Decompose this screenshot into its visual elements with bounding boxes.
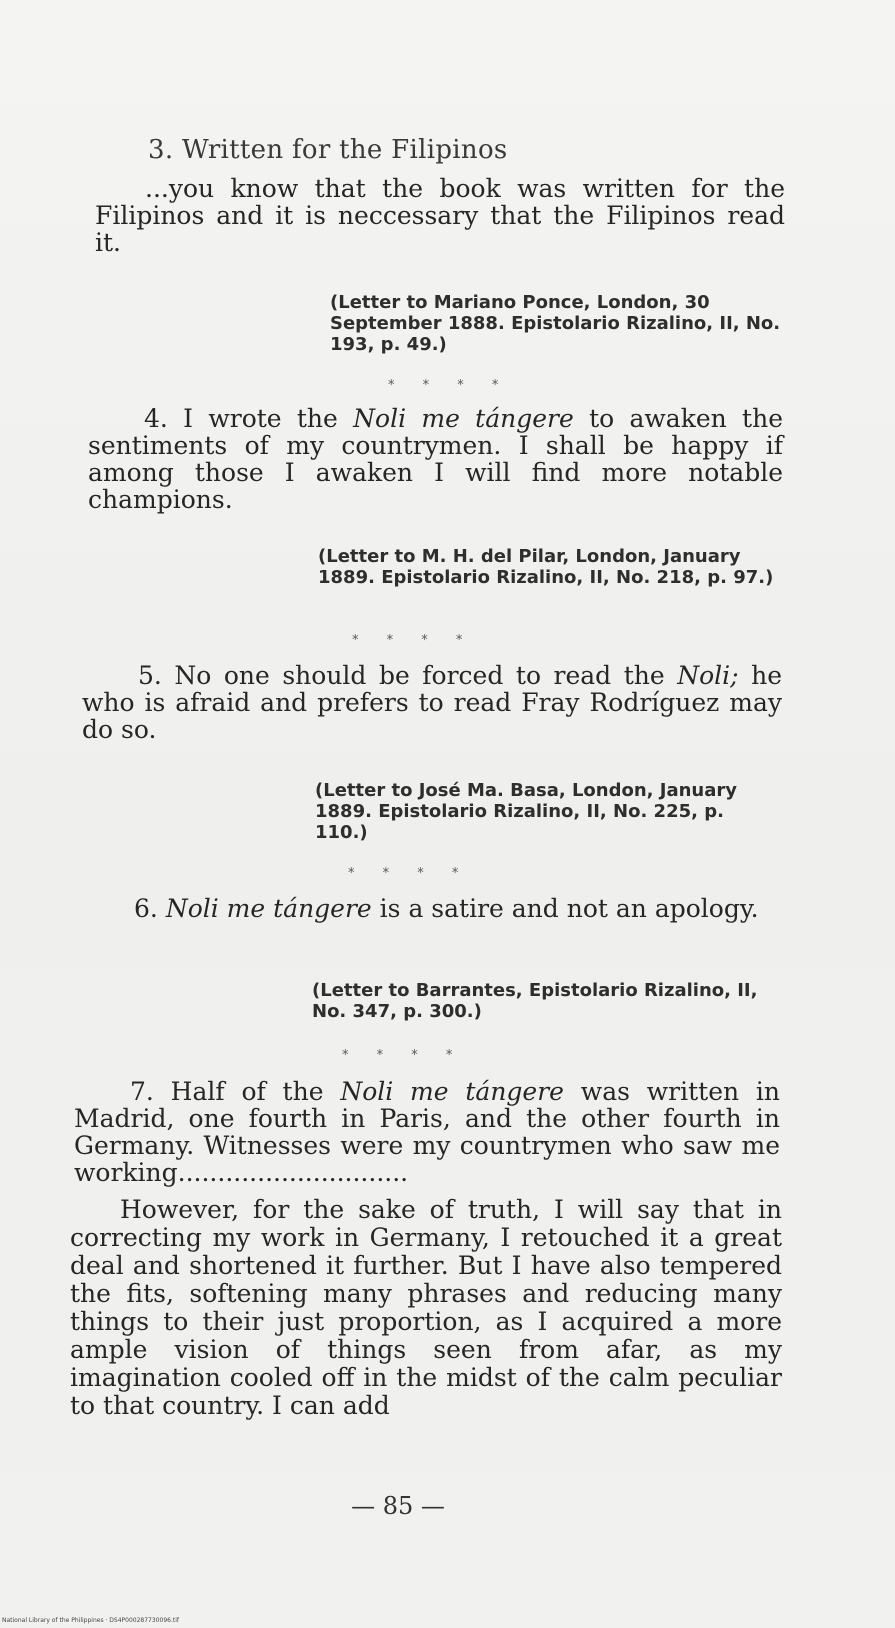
paragraph-7-continuation xyxy=(70,1196,782,1420)
paragraph-6-text-b: is a satire and not an apology. xyxy=(371,894,759,923)
paragraph-4 xyxy=(88,405,783,513)
paragraph-4-italic: Noli me tángere xyxy=(353,404,574,433)
archive-footer: National Library of the Philippines · DS4P000287730096.tif xyxy=(2,1617,179,1624)
citation-6: (Letter to Barrantes, Epistolario Rizalino, II, No. 347, p. 300.) xyxy=(312,980,758,1022)
citation-4: (Letter to M. H. del Pilar, London, January 1889. Epistolario Rizalino, II, No. 218, p. 97.) xyxy=(318,546,774,588)
paragraph-6-italic: Noli me tángere xyxy=(165,894,372,923)
paragraph-3-text: ...you know that the book was written for the Filipinos and it is neccessary that the Filipinos read it. xyxy=(95,174,785,257)
paragraph-6 xyxy=(78,895,778,922)
section-heading: 3. Written for the Filipinos xyxy=(148,135,508,165)
paragraph-7-continuation-text: However, for the sake of truth, I will say that in correcting my work in Germany, I retouched it a great deal and shortened it further. But I have also tempered the fits, softening many phrases and reducing many things to their just proportion, as I acquired a more ample vision of things seen from afar, as my imagination cooled off in the midst of the calm peculiar to that country. I can add xyxy=(70,1195,782,1420)
paragraph-5-text-a: 5. No one should be forced to read the xyxy=(138,661,678,690)
citation-5: (Letter to José Ma. Basa, London, January 1889. Epistolario Rizalino, II, No. 225, p. 110.) xyxy=(315,780,737,843)
paragraph-7-text-a: 7. Half of the xyxy=(130,1077,341,1106)
paragraph-7-italic: Noli me tángere xyxy=(340,1077,564,1106)
paragraph-5 xyxy=(82,662,782,743)
paragraph-5-text-b: he who is afraid and prefers to read Fray Rodríguez may do so. xyxy=(82,661,782,744)
separator-4: * * * * xyxy=(342,1048,465,1063)
separator-1: * * * * xyxy=(388,378,511,393)
paragraph-7-text-b: was written in Madrid, one fourth in Paris, and the other fourth in Germany. Witnesses were my countrymen who saw me working............................. xyxy=(74,1077,780,1187)
separator-2: * * * * xyxy=(352,633,475,648)
separator-3: * * * * xyxy=(348,866,471,881)
paragraph-7 xyxy=(74,1078,780,1186)
citation-3: (Letter to Mariano Ponce, London, 30 September 1888. Epistolario Rizalino, II, No. 193, p. 49.) xyxy=(330,292,781,355)
paragraph-3 xyxy=(95,175,785,256)
paragraph-5-italic: Noli; xyxy=(677,661,739,690)
paragraph-4-text-b: to awaken the sentiments of my countrymen. I shall be happy if among those I awaken I will find more notable champions. xyxy=(88,404,783,514)
paragraph-4-text-a: 4. I wrote the xyxy=(144,404,354,433)
paragraph-6-text-a: 6. xyxy=(134,894,166,923)
page-number: — 85 — xyxy=(351,1492,445,1520)
